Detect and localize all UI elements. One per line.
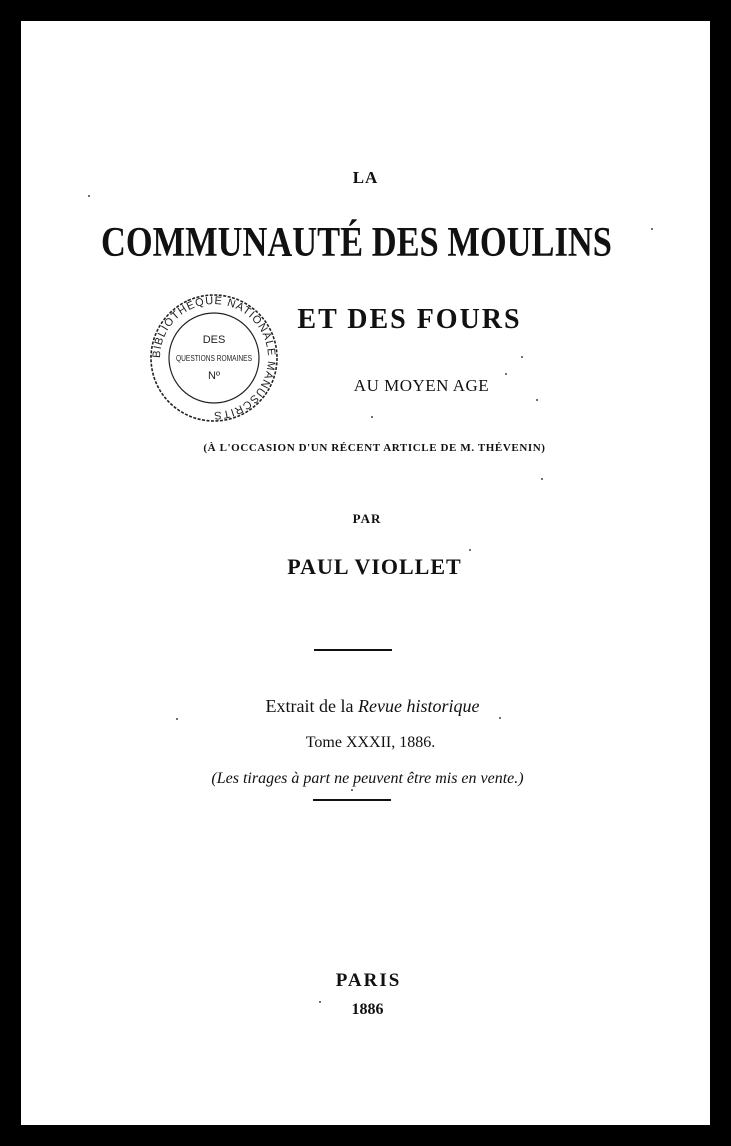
title-page [21, 21, 710, 1125]
scan-speck [521, 356, 523, 358]
stamp-line-3: Nº [208, 370, 220, 382]
scan-speck [319, 1001, 321, 1003]
stamp-line-1: DES [202, 334, 226, 346]
divider-rule-bottom [313, 799, 391, 801]
extract-prefix: Extrait de la [265, 696, 354, 716]
scan-speck [176, 718, 178, 720]
journal-name: Revue historique [358, 696, 480, 716]
scan-speck [651, 228, 653, 230]
scan-speck [371, 416, 373, 418]
divider-rule-top [314, 649, 392, 651]
extract-line [21, 696, 710, 717]
period-subtitle: AU MOYEN AGE [353, 376, 490, 395]
publication-year: 1886 [351, 1001, 384, 1018]
volume-line: Tome XXXII, 1886. [305, 734, 436, 751]
scan-speck [469, 549, 471, 551]
scan-speck [541, 478, 543, 480]
library-stamp [147, 293, 281, 423]
scan-speck [505, 373, 507, 375]
scan-speck [536, 399, 538, 401]
place-of-publication: PARIS [335, 970, 402, 991]
main-title: COMMUNAUTÉ DES MOULINS [101, 220, 612, 266]
stamp-ring-text: BIBLIOTHÈQUE NATIONALE MANUSCRITS [150, 294, 278, 422]
scan-speck [499, 717, 501, 719]
article-la: LA [352, 168, 379, 187]
stamp-line-2: QUESTIONS ROMAINES [176, 354, 252, 363]
scan-speck [88, 195, 90, 197]
occasion-note: (À L'OCCASION D'UN RÉCENT ARTICLE DE M. THÉVENIN) [203, 442, 546, 454]
sub-title: ET DES FOURS [297, 304, 522, 335]
by-label: PAR [352, 511, 382, 526]
sale-note: (Les tirages à part ne peuvent être mis en vente.) [211, 770, 524, 787]
author-name: PAUL VIOLLET [287, 554, 462, 579]
scan-speck [351, 789, 353, 791]
